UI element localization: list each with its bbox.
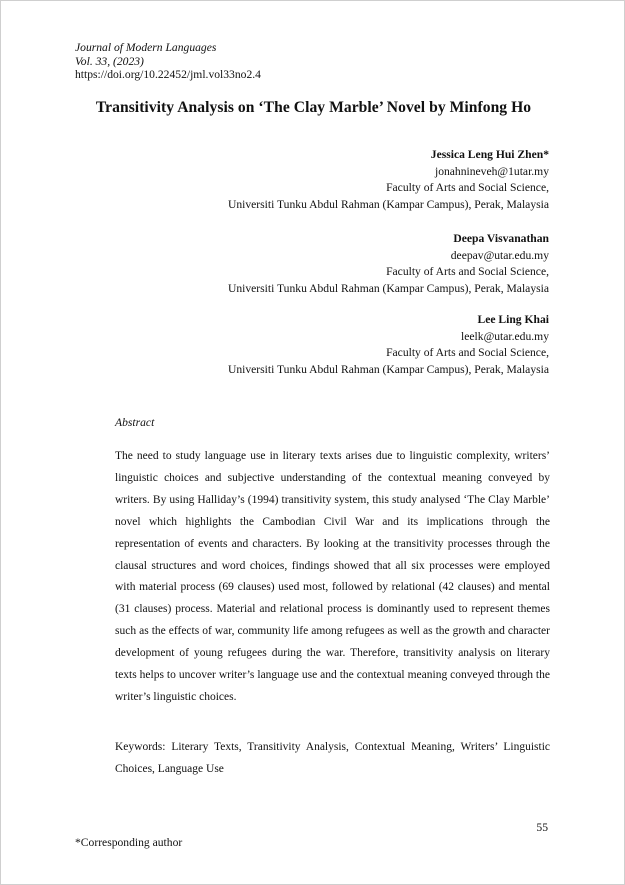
author-block [228,231,549,298]
page-number: 55 [536,821,548,834]
author-name: Lee Ling Khai [477,313,549,326]
author-email: jonahnineveh@1utar.my [434,164,549,178]
author-university: Universiti Tunku Abdul Rahman (Kampar Campus), Perak, Malaysia [227,363,549,377]
author-block [228,147,549,214]
abstract-heading: Abstract [115,416,155,429]
paper-title: Transitivity Analysis on ‘The Clay Marble’ Novel by Minfong Ho [95,99,532,116]
author-faculty: Faculty of Arts and Social Science, [386,346,549,360]
journal-volume: Vol. 33, (2023) [75,54,144,68]
abstract-body: The need to study language use in literary texts arises due to linguistic complexity, writers’ linguistic choices and subjective understanding of the contextual meaning conveyed by writers. By using Halliday’s (1994) transitivity system, this study analysed ‘The Clay Marble’ novel which highlights the Cambodian Civil War and its implications through the representation of events and characters. By looking at the transitivity processes through the clausal structures and word choices, findings showed that all six processes were employed with material process (69 clauses) used most, followed by relational (42 clauses) and mental (31 clauses) process. Material and relational process is dominantly used to represent themes such as the effects of war, community life among refugees as well as the growth and character development of young refugees during the war. Therefore, transitivity analysis on literary texts helps to uncover writer’s language use and the contextual meaning conveyed through the writer’s linguistic choices. [115,450,550,703]
author-name: Deepa Visvanathan [453,232,549,245]
journal-name: Journal of Modern Languages [75,41,217,54]
author-university: Universiti Tunku Abdul Rahman (Kampar Campus), Perak, Malaysia [227,198,549,212]
journal-header [75,41,261,82]
author-block [228,312,549,379]
journal-doi: https://doi.org/10.22452/jml.vol33no2.4 [75,68,261,82]
author-name: Jessica Leng Hui Zhen* [430,148,549,161]
author-faculty: Faculty of Arts and Social Science, [386,181,549,195]
corresponding-author-footnote: *Corresponding author [75,836,183,849]
author-university: Universiti Tunku Abdul Rahman (Kampar Campus), Perak, Malaysia [227,282,549,296]
author-email: deepav@utar.edu.my [450,248,549,262]
keywords: Keywords: Literary Texts, Transitivity Analysis, Contextual Meaning, Writers’ Linguistic Choices, Language Use [115,741,550,775]
author-faculty: Faculty of Arts and Social Science, [386,265,549,279]
author-email: leelk@utar.edu.my [461,329,549,343]
